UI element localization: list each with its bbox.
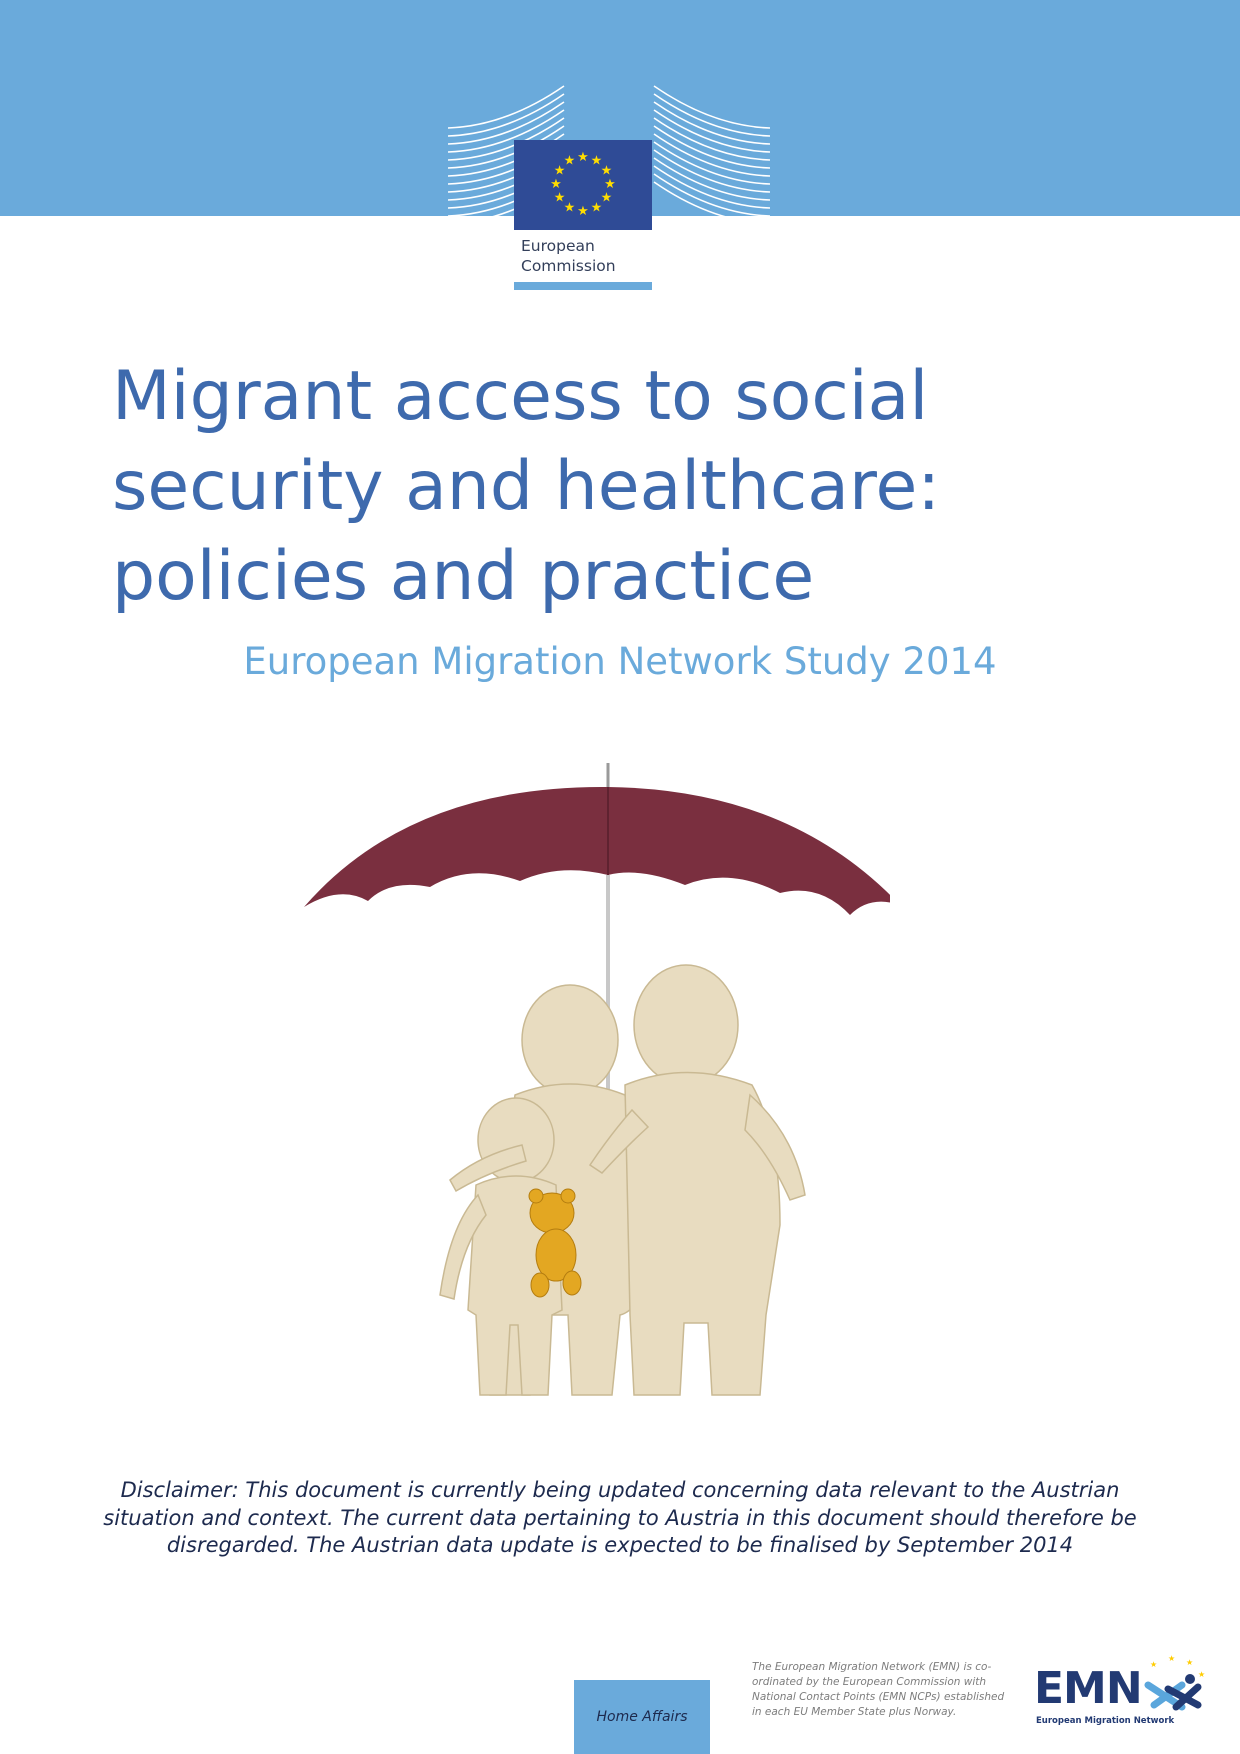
svg-text:★: ★ — [600, 163, 613, 179]
emn-figure-icon — [1140, 1655, 1210, 1711]
title-line-1: Migrant access to social — [112, 357, 929, 436]
home-affairs-label: Home Affairs — [574, 1680, 710, 1754]
svg-text:★: ★ — [577, 150, 589, 165]
european-commission-logo — [446, 78, 772, 290]
emn-note: The European Migration Network (EMN) is co-ordinated by the European Commission with National Contact Points (EMN NCPs) established in each EU Member State plus Norway. — [752, 1661, 1005, 1718]
svg-text:★: ★ — [550, 177, 562, 192]
document-subtitle: European Migration Network Study 2014 — [243, 640, 997, 683]
svg-text:★: ★ — [563, 153, 576, 169]
svg-text:★: ★ — [600, 190, 613, 206]
svg-text:★: ★ — [1150, 1660, 1158, 1669]
svg-text:★: ★ — [604, 177, 616, 192]
svg-text:★: ★ — [553, 190, 566, 206]
commission-emblem — [514, 140, 652, 290]
svg-text:★: ★ — [553, 163, 566, 179]
emn-logo — [1034, 1655, 1224, 1725]
emn-wordmark: EMN — [1034, 1663, 1142, 1714]
svg-text:★: ★ — [590, 200, 603, 216]
svg-text:★: ★ — [590, 153, 603, 169]
svg-text:★: ★ — [1168, 1655, 1176, 1663]
title-line-2: security and healthcare: — [112, 447, 941, 526]
emblem-underline — [514, 282, 652, 290]
svg-text:★: ★ — [577, 204, 589, 219]
emn-subtitle: European Migration Network — [1036, 1716, 1175, 1726]
disclaimer-text: Disclaimer: This document is currently being updated concerning data relevant to the Austrian situation and context. The current data pertaining to Austria in this document should therefore be disregarded. The Austrian data update is expected to be finalised by September 2014 — [103, 1478, 1137, 1557]
svg-text:★: ★ — [1186, 1658, 1194, 1667]
family-umbrella-illustration — [290, 755, 890, 1405]
logo-line-1: European — [521, 237, 595, 255]
svg-text:★: ★ — [563, 200, 576, 216]
title-line-3: policies and practice — [112, 537, 815, 616]
commission-name — [521, 236, 616, 276]
logo-line-2: Commission — [521, 257, 616, 275]
svg-text:★: ★ — [1198, 1670, 1206, 1679]
eu-flag-icon — [514, 140, 652, 230]
document-title — [112, 352, 1152, 622]
